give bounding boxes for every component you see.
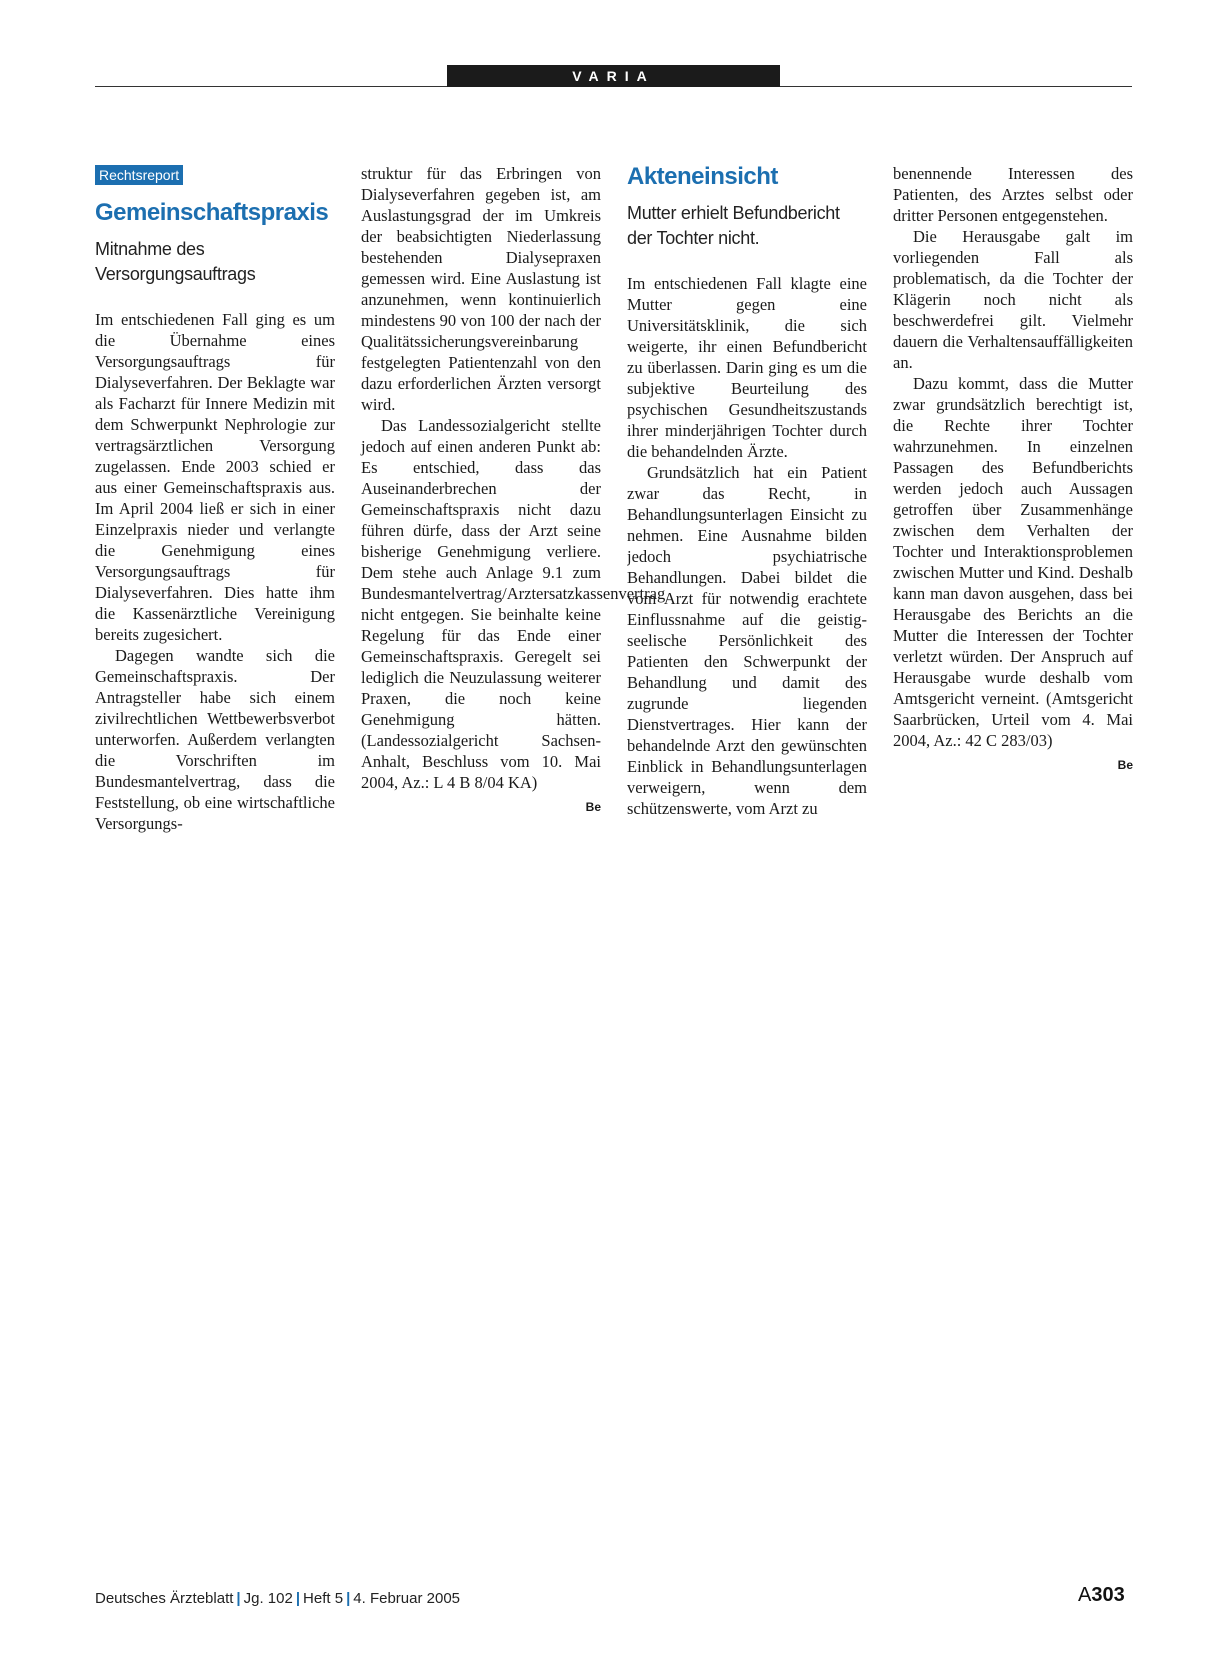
article1-signature: Be (585, 800, 601, 814)
article2-paragraph-2-continued: benennende Interessen des Patienten, des Arztes selbst oder dritter Personen entgegenstehen. (893, 164, 1133, 225)
footer-journal: Deutsches Ärzteblatt (95, 1590, 234, 1607)
section-header: VARIA (447, 65, 780, 87)
page-number-value: 303 (1091, 1584, 1125, 1606)
footer-issue: Heft 5 (303, 1590, 344, 1607)
rubric-label: Rechtsreport (95, 165, 183, 185)
article1-paragraph-1: Im entschiedenen Fall ging es um die Übernahme eines Versorgungsauftrags für Dialyseverfahren. Der Beklagte war als Facharzt für Innere Medizin mit dem Schwerpunkt Nephrologie zur vertragsärztlichen Versorgung zugelassen. Ende 2003 schied er aus einer Gemeinschaftspraxis aus. Im April 2004 ließ er sich in einer Einzelpraxis nieder und verlangte die Genehmigung eines Versorgungsauftrags für Dialyseverfahren. Dies hatte ihm die Kassenärztliche Vereinigung bereits zugesichert. (95, 310, 335, 644)
column-1 (95, 163, 335, 834)
page-prefix: A (1078, 1584, 1092, 1606)
article1-paragraph-3: Das Landessozialgericht stellte jedoch auf einen anderen Punkt ab: Es entschied, dass das Auseinanderbrechen der Gemeinschaftspraxis nicht dazu führen dürfe, dass der Arzt seine bisherige Genehmigung verliere. Dem stehe auch Anlage 9.1 zum Bundesmantelvertrag/Arztersatzkassenvertrag nicht entgegen. Sie beinhalte keine Regelung für das Ende einer Gemeinschaftspraxis. Geregelt sei lediglich die Neuzulassung weiterer Praxen, die noch keine Genehmigung hätten. (Landessozialgericht Sachsen-Anhalt, Beschluss vom 10. Mai 2004, Az.: L 4 B 8/04 KA) (361, 416, 666, 792)
article1-paragraph-2: Dagegen wandte sich die Gemeinschaftspraxis. Der Antragsteller habe sich einem zivilrechtlichen Wettbewerbsverbot unterworfen. Außerdem verlangten die Vorschriften im Bundesmantelvertrag, dass die Feststellung, ob eine wirtschaftliche Versorgungs- (95, 646, 335, 833)
page-number (1078, 1584, 1125, 1607)
article2-paragraph-2: Grundsätzlich hat ein Patient zwar das Recht, in Behandlungsunterlagen Einsicht zu nehmen. Eine Ausnahme bilden jedoch psychiatrische Behandlungen. Dabei bildet die vom Arzt für notwendig erachtete Einflussnahme auf die geistig-seelische Persönlichkeit des Patienten den Schwerpunkt der Behandlung und damit des zugrunde liegenden Dienstvertrages. Hier kann der behandelnde Arzt den gewünschten Einblick in Behandlungsunterlagen verweigern, wenn dem schützenswerte, vom Arzt zu (627, 463, 867, 818)
column-4 (893, 163, 1133, 776)
footer-volume: Jg. 102 (243, 1590, 293, 1607)
column-3 (627, 163, 867, 819)
column-2 (361, 163, 666, 818)
article1-title: Gemeinschaftspraxis (95, 199, 329, 226)
footer-date: 4. Februar 2005 (353, 1590, 461, 1607)
article1-paragraph-2-continued: struktur für das Erbringen von Dialyseverfahren gegeben ist, am Auslastungsgrad der im Umkreis der beabsichtigten Niederlassung bestehenden Dialysepraxen gemessen wird. Eine Auslastung ist anzunehmen, wenn kontinuierlich mindestens 90 von 100 der nach der Qualitätssicherungsvereinbarung festgelegten Patientenzahl von den dazu erforderlichen Ärzten versorgt wird. (361, 164, 601, 414)
article1-subtitle: Mitnahme des Versorgungsauftrags (95, 239, 256, 284)
article2-subtitle: Mutter erhielt Befundbericht der Tochter nicht. (627, 203, 840, 248)
article2-paragraph-4: Dazu kommt, dass die Mutter zwar grundsätzlich berechtigt ist, die Rechte ihrer Tochter wahrzunehmen. In einzelnen Passagen des Befundberichts werden jedoch auch Aussagen getroffen über Zusammenhänge zwischen dem Verhalten der Tochter und Interaktionsproblemen zwischen Mutter und Kind. Deshalb kann man davon ausgehen, dass bei Herausgabe des Berichts an die Mutter die Interessen der Tochter verletzt würden. Der Anspruch auf Herausgabe wurde deshalb vom Amtsgericht verneint. (Amtsgericht Saarbrücken, Urteil vom 4. Mai 2004, Az.: 42 C 283/03) (893, 374, 1133, 750)
article2-paragraph-3: Die Herausgabe galt im vorliegenden Fall als problematisch, da die Tochter der Klägerin noch nicht als beschwerdefrei gilt. Vielmehr dauern die Verhaltensauffälligkeiten an. (893, 227, 1133, 372)
article2-paragraph-1: Im entschiedenen Fall klagte eine Mutter gegen eine Universitätsklinik, die sich weigerte, ihr einen Befundbericht zu überlassen. Darin ging es um die subjektive Beurteilung des psychischen Gesundheitszustands ihrer minderjährigen Tochter durch die behandelnden Ärzte. (627, 274, 867, 461)
footer-citation: Deutsches Ärzteblatt | Jg. 102 | Heft 5 | 4. Februar 2005 (95, 1590, 461, 1607)
article2-signature: Be (1117, 758, 1133, 772)
article2-title: Akteneinsicht (627, 163, 778, 190)
